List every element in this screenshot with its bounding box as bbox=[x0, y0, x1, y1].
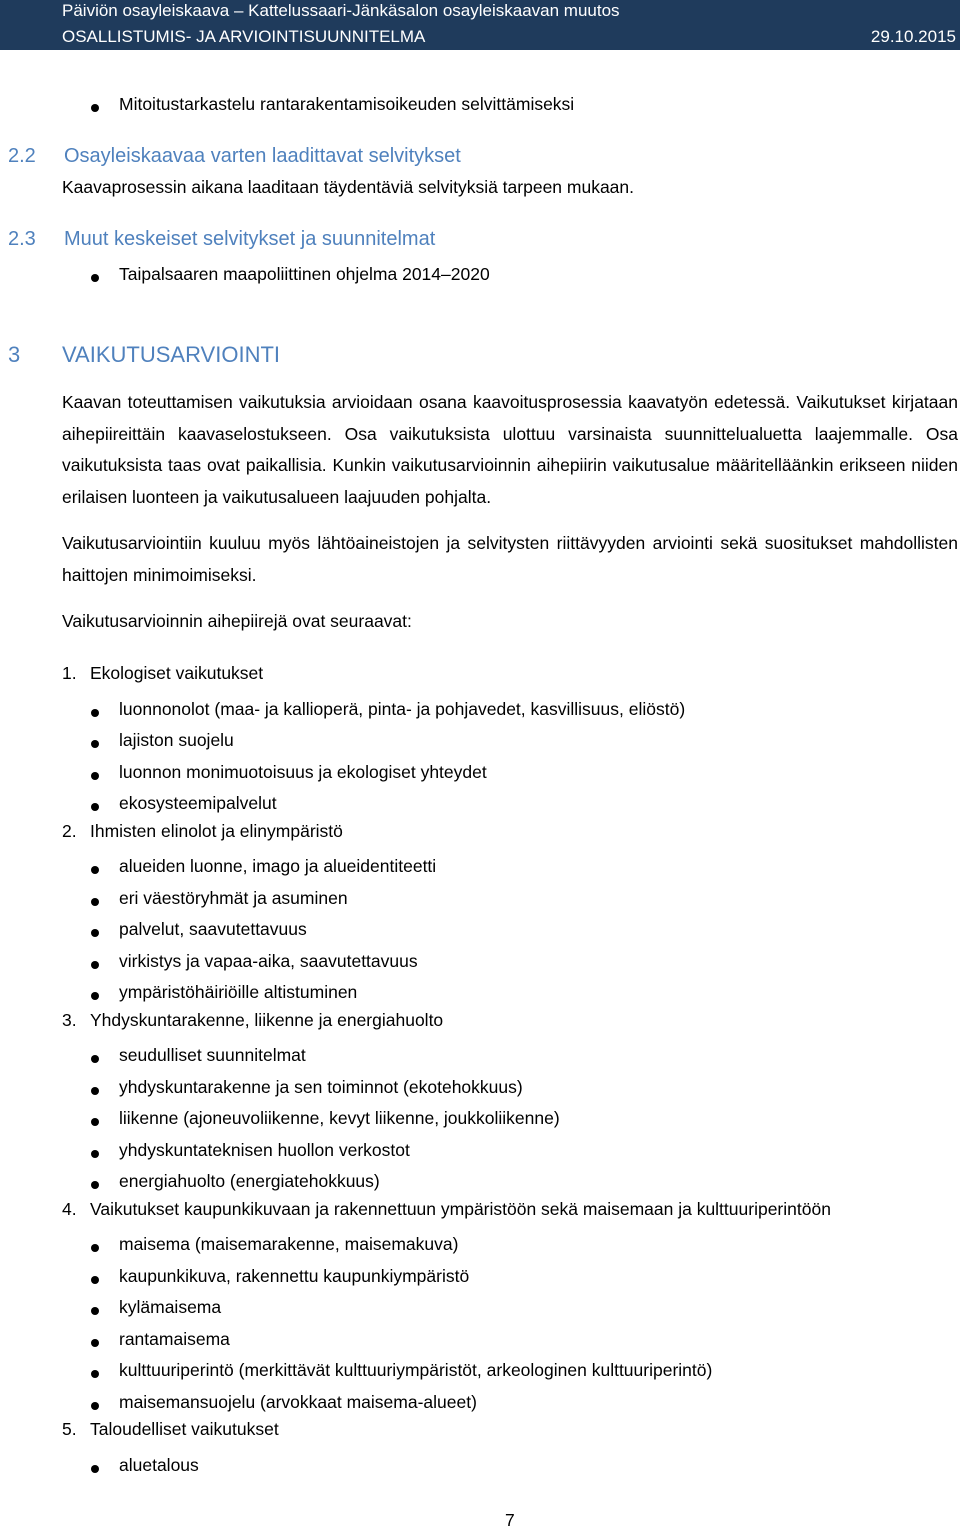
section-heading-2-3: 2.3 Muut keskeiset selvitykset ja suunnitelmat bbox=[8, 228, 436, 250]
bullet-icon bbox=[91, 1087, 99, 1095]
bullet-icon bbox=[91, 1244, 99, 1252]
item-number: 4. bbox=[62, 1198, 77, 1219]
paragraph: Kaavan toteuttamisen vaikutuksia arvioidaan osana kaavoitusprosessia kaavatyön edetessä. Vaikutukset kirjataan aihepiireittäin kaavaselostukseen. Osa vaikutuksista ulottuu varsinaista suunnittelualuetta laajemmalle. Osa vaikutuksista taas ovat paikallisia. Kunkin vaikutusarvioinnin aihepiirin vaikutusalue määritelläänkin erikseen niiden erilaisen luonteen ja vaikutusalueen laajuuden pohjalta. bbox=[62, 392, 958, 507]
header-title: Päiviön osayleiskaava – Kattelussaari-Jänkäsalon osayleiskaavan muutos bbox=[62, 1, 620, 20]
item-number: 2. bbox=[62, 820, 77, 841]
paragraph: Vaikutusarviointiin kuuluu myös lähtöaineistojen ja selvitysten riittävyyden arviointi sekä suositukset mahdollisten haittojen minimoimiseksi. bbox=[62, 533, 958, 585]
bullet-icon bbox=[91, 961, 99, 969]
document-header bbox=[0, 0, 960, 50]
bullet-icon bbox=[91, 104, 99, 112]
header-date: 29.10.2015 bbox=[870, 27, 956, 46]
numbered-item bbox=[62, 820, 343, 842]
header-subtitle: OSALLISTUMIS- JA ARVIOINTISUUNNITELMA bbox=[62, 27, 426, 46]
bullet-icon bbox=[91, 1339, 99, 1347]
bullet-icon bbox=[91, 1055, 99, 1063]
bullet-icon bbox=[91, 1118, 99, 1126]
section-text: Kaavaprosessin aikana laaditaan täydentäviä selvityksiä tarpeen mukaan. bbox=[62, 177, 635, 197]
bullet-icon bbox=[91, 1181, 99, 1189]
section-heading-3: 3 VAIKUTUSARVIOINTI bbox=[8, 342, 281, 367]
item-label: Yhdyskuntarakenne, liikenne ja energiahuolto bbox=[90, 1009, 444, 1030]
item-label: Ekologiset vaikutukset bbox=[90, 663, 264, 683]
paragraph: Vaikutusarvioinnin aihepiirejä ovat seuraavat: bbox=[62, 611, 412, 631]
bullet-icon bbox=[91, 1307, 99, 1315]
bullet-icon bbox=[91, 1402, 99, 1410]
numbered-item bbox=[62, 1419, 279, 1440]
page-number: 7 bbox=[505, 1510, 515, 1530]
numbered-item bbox=[62, 1198, 831, 1220]
numbered-item bbox=[62, 1009, 444, 1031]
bullet-icon bbox=[91, 274, 99, 282]
item-label: Taloudelliset vaikutukset bbox=[90, 1419, 279, 1439]
bullet-icon bbox=[91, 803, 99, 811]
item-label: Ihmisten elinolot ja elinympäristö bbox=[90, 820, 343, 841]
item-number: 3. bbox=[62, 1009, 77, 1030]
bullet-icon bbox=[91, 1276, 99, 1284]
bullet-icon bbox=[91, 929, 99, 937]
bullet-icon bbox=[91, 866, 99, 874]
item-number: 1. bbox=[62, 663, 77, 683]
bullet-icon bbox=[91, 709, 99, 717]
section-heading-2-2: 2.2 Osayleiskaavaa varten laadittavat selvitykset bbox=[8, 145, 461, 167]
numbered-item bbox=[62, 663, 264, 684]
bullet-icon bbox=[91, 1465, 99, 1473]
bullet-icon bbox=[91, 1370, 99, 1378]
bullet-icon bbox=[91, 898, 99, 906]
bullet-icon bbox=[91, 772, 99, 780]
item-number: 5. bbox=[62, 1419, 77, 1439]
item-label: Vaikutukset kaupunkikuvaan ja rakennettuun ympäristöön sekä maisemaan ja kulttuuriperintöön bbox=[90, 1198, 831, 1219]
bullet-icon bbox=[91, 740, 99, 748]
bullet-icon bbox=[91, 1150, 99, 1158]
bullet-icon bbox=[91, 992, 99, 1000]
